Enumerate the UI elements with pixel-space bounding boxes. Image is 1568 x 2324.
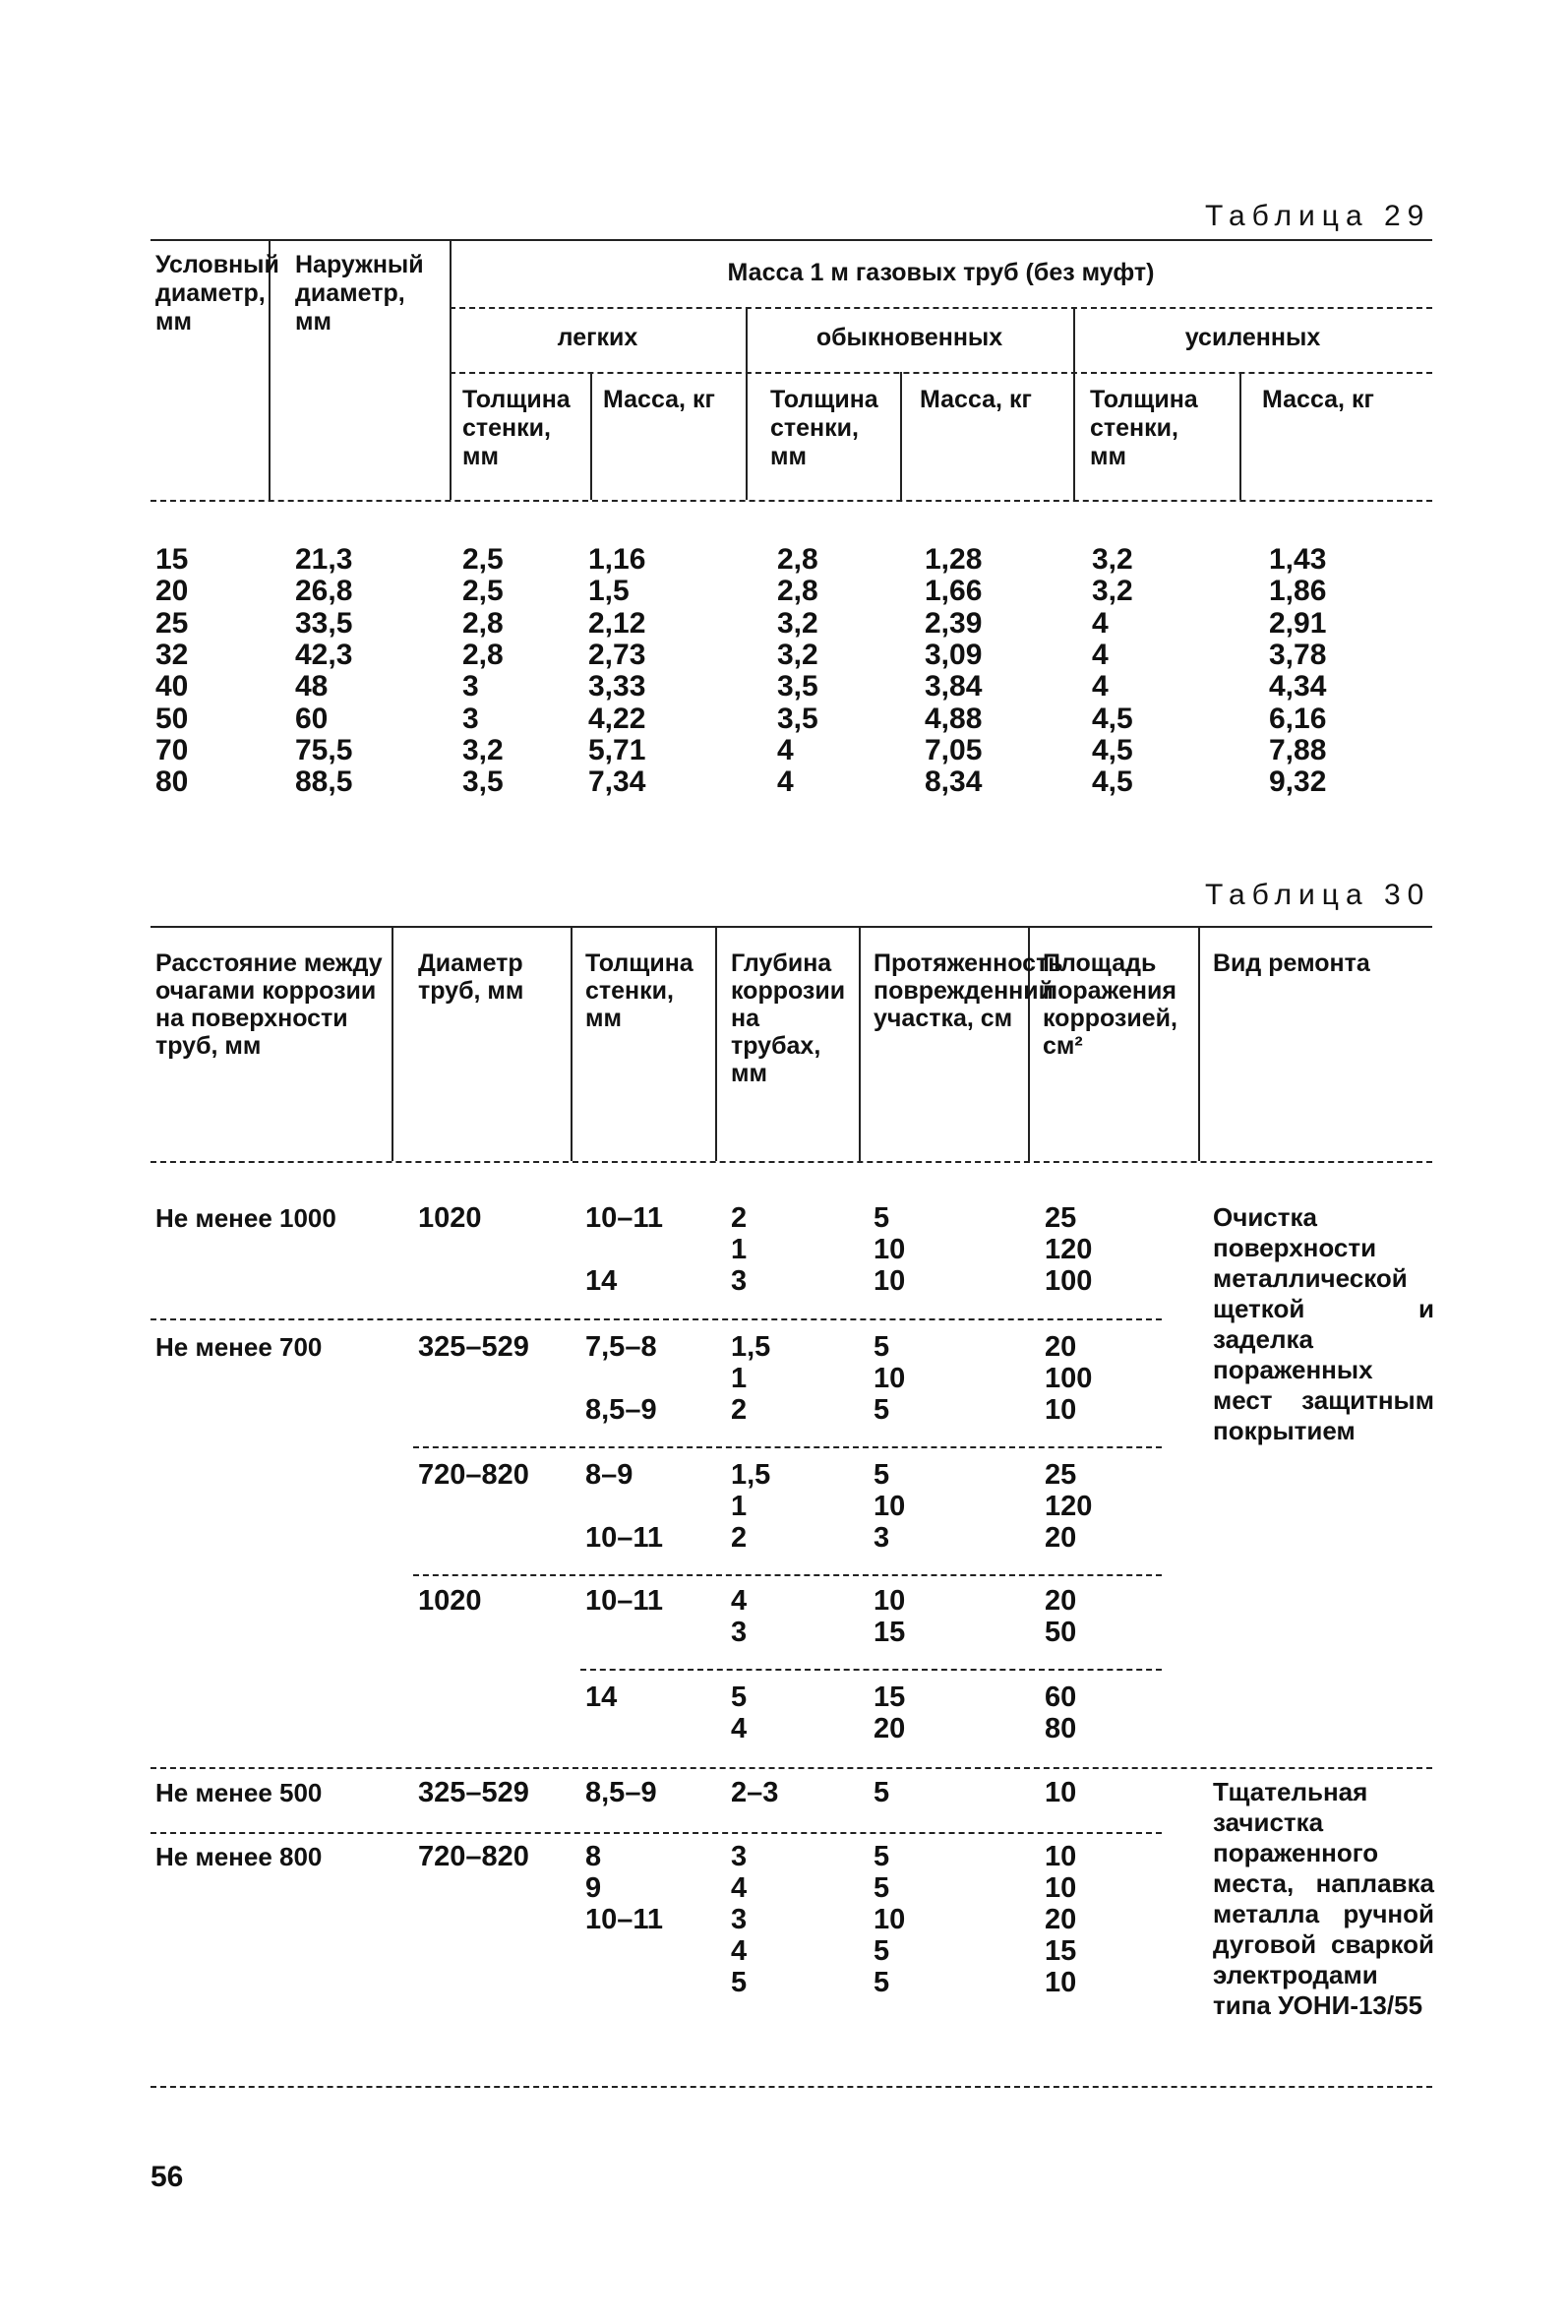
table30-row-rule-6 bbox=[151, 1832, 1162, 1834]
table29-cell-mass-ordinary: 7,05 bbox=[925, 733, 983, 766]
table30-cell-area: 60 80 bbox=[1045, 1682, 1077, 1744]
table30-cell-depth: 3 4 3 4 5 bbox=[731, 1841, 748, 1998]
table29-header-mass-reinforced: Масса, кг bbox=[1262, 386, 1374, 413]
table29-cell-conditional-diameter: 20 bbox=[155, 575, 189, 608]
table29-cell-conditional-diameter: 32 bbox=[155, 638, 189, 671]
table30-cell-area: 20 50 bbox=[1045, 1585, 1077, 1648]
table29-cell-thickness-reinforced: 4 bbox=[1092, 638, 1109, 671]
table30-cell-depth: 1,5 1 2 bbox=[731, 1331, 771, 1426]
table30-repair-cleaning: Очистка поверхности металлической щеткой и заделка пораженных мест защитным покрытием bbox=[1213, 1202, 1434, 1445]
table30-cell-distance: Не менее 700 bbox=[155, 1332, 323, 1362]
table30-cell-area: 20 100 10 bbox=[1045, 1331, 1093, 1426]
table29-cell-thickness-light: 3,2 bbox=[462, 733, 504, 766]
table29-header-mass-ordinary: Масса, кг bbox=[920, 386, 1032, 413]
table29-cell-mass-reinforced: 3,78 bbox=[1269, 638, 1327, 671]
table30-cell-area: 10 10 20 15 10 bbox=[1045, 1841, 1077, 1998]
table29-vline-7 bbox=[1239, 372, 1241, 500]
table29-header-outer-diameter: Наружный диаметр, мм bbox=[295, 251, 424, 336]
table29-cell-mass-ordinary: 3,09 bbox=[925, 638, 983, 671]
table29-cell-thickness-ordinary: 3,2 bbox=[777, 606, 818, 640]
table29-cell-outer-diameter: 60 bbox=[295, 702, 329, 735]
table29-subgroup-rule bbox=[450, 372, 1432, 374]
table30-cell-diameter: 1020 bbox=[418, 1202, 482, 1234]
table29-cell-outer-diameter: 75,5 bbox=[295, 733, 353, 766]
table29-cell-mass-light: 2,12 bbox=[588, 606, 646, 640]
table29-vline-5 bbox=[900, 372, 902, 500]
table29-cell-conditional-diameter: 50 bbox=[155, 702, 189, 735]
table29-cell-thickness-light: 3,5 bbox=[462, 765, 504, 799]
table29-cell-mass-reinforced: 6,16 bbox=[1269, 702, 1327, 735]
table30-row-rule-2 bbox=[413, 1446, 1162, 1448]
table30-cell-thickness: 14 bbox=[585, 1682, 618, 1713]
table30-caption: Таблица 30 bbox=[1205, 879, 1431, 911]
table29-cell-mass-light: 3,33 bbox=[588, 670, 646, 703]
table29-header-mass-group: Масса 1 м газовых труб (без муфт) bbox=[727, 259, 1155, 286]
table30-cell-length: 5 5 10 5 5 bbox=[874, 1841, 906, 1998]
table30-bottom-rule bbox=[151, 2086, 1432, 2088]
table29-cell-mass-light: 4,22 bbox=[588, 702, 646, 735]
table29-cell-thickness-ordinary: 3,5 bbox=[777, 702, 818, 735]
table29-cell-thickness-light: 3 bbox=[462, 670, 479, 703]
table29-cell-outer-diameter: 42,3 bbox=[295, 638, 353, 671]
table29-cell-outer-diameter: 21,3 bbox=[295, 543, 353, 576]
table30-cell-thickness: 8 9 10–11 bbox=[585, 1841, 664, 1935]
table29-caption: Таблица 29 bbox=[1205, 200, 1431, 232]
table30-cell-depth: 2–3 bbox=[731, 1777, 779, 1808]
table30-row-rule-4 bbox=[580, 1669, 1162, 1671]
table29-header-mass-light: Масса, кг bbox=[603, 386, 715, 413]
table29-cell-thickness-reinforced: 4 bbox=[1092, 670, 1109, 703]
table30-cell-thickness: 10–11 14 bbox=[585, 1202, 664, 1297]
table29-cell-mass-ordinary: 3,84 bbox=[925, 670, 983, 703]
table30-cell-diameter: 720–820 bbox=[418, 1841, 529, 1872]
table30-cell-area: 25 120 20 bbox=[1045, 1459, 1093, 1554]
table30-vline-2 bbox=[571, 926, 573, 1161]
table30-cell-diameter: 720–820 bbox=[418, 1459, 529, 1491]
table29-cell-thickness-light: 2,5 bbox=[462, 543, 504, 576]
table30-cell-area: 25 120 100 bbox=[1045, 1202, 1093, 1297]
table29-cell-mass-light: 7,34 bbox=[588, 765, 646, 799]
table29-header-thickness-light: Толщина стенки, мм bbox=[462, 386, 571, 470]
table29-cell-mass-reinforced: 2,91 bbox=[1269, 606, 1327, 640]
table29-cell-thickness-ordinary: 3,2 bbox=[777, 638, 818, 671]
table29-cell-thickness-reinforced: 4,5 bbox=[1092, 765, 1133, 799]
table30-row-rule-5 bbox=[151, 1767, 1432, 1769]
table30-cell-distance: Не менее 1000 bbox=[155, 1203, 336, 1233]
table29-header-reinforced: усиленных bbox=[1184, 324, 1321, 351]
table30-cell-diameter: 1020 bbox=[418, 1585, 482, 1617]
table29-cell-thickness-ordinary: 4 bbox=[777, 733, 794, 766]
table29-cell-mass-light: 1,16 bbox=[588, 543, 646, 576]
table29-vline-3 bbox=[590, 372, 592, 500]
table30-cell-depth: 4 3 bbox=[731, 1585, 748, 1648]
table29-cell-mass-ordinary: 1,28 bbox=[925, 543, 983, 576]
table30-header-length: Протяженность поврежденний участка, см bbox=[874, 949, 1063, 1032]
table29-cell-mass-ordinary: 4,88 bbox=[925, 702, 983, 735]
table30-vline-3 bbox=[715, 926, 717, 1161]
table29-cell-outer-diameter: 88,5 bbox=[295, 765, 353, 799]
table29-cell-thickness-reinforced: 4 bbox=[1092, 606, 1109, 640]
table30-header-diameter: Диаметр труб, мм bbox=[418, 949, 524, 1005]
table29-cell-conditional-diameter: 40 bbox=[155, 670, 189, 703]
table30-header-depth: Глубина коррозии на трубах, мм bbox=[731, 949, 846, 1087]
table29-cell-mass-light: 2,73 bbox=[588, 638, 646, 671]
table30-cell-area: 10 bbox=[1045, 1777, 1077, 1808]
table29-cell-thickness-light: 2,5 bbox=[462, 575, 504, 608]
table29-cell-outer-diameter: 26,8 bbox=[295, 575, 353, 608]
table29-top-rule bbox=[151, 239, 1432, 241]
table30-vline-1 bbox=[392, 926, 393, 1161]
table30-cell-length: 5 bbox=[874, 1777, 890, 1808]
table30-cell-depth: 2 1 3 bbox=[731, 1202, 748, 1297]
table30-cell-length: 5 10 3 bbox=[874, 1459, 906, 1554]
table30-header-repair: Вид ремонта bbox=[1213, 949, 1370, 977]
page-number: 56 bbox=[151, 2161, 184, 2193]
table30-cell-distance: Не менее 800 bbox=[155, 1842, 323, 1871]
table29-group-rule bbox=[450, 307, 1432, 309]
table29-cell-conditional-diameter: 25 bbox=[155, 606, 189, 640]
table29-cell-mass-light: 5,71 bbox=[588, 733, 646, 766]
table30-vline-6 bbox=[1198, 926, 1200, 1161]
table29-cell-thickness-light: 3 bbox=[462, 702, 479, 735]
table30-row-rule-1 bbox=[151, 1318, 1162, 1320]
table29-header-thickness-ordinary: Толщина стенки, мм bbox=[770, 386, 878, 470]
table29-cell-thickness-reinforced: 3,2 bbox=[1092, 543, 1133, 576]
table29-cell-conditional-diameter: 70 bbox=[155, 733, 189, 766]
table30-row-rule-3 bbox=[413, 1574, 1162, 1576]
table29-cell-thickness-ordinary: 3,5 bbox=[777, 670, 818, 703]
table30-cell-length: 5 10 10 bbox=[874, 1202, 906, 1297]
table29-cell-thickness-ordinary: 2,8 bbox=[777, 543, 818, 576]
table29-cell-thickness-light: 2,8 bbox=[462, 638, 504, 671]
table30-header-thickness: Толщина стенки, мм bbox=[585, 949, 694, 1032]
table29-cell-mass-reinforced: 4,34 bbox=[1269, 670, 1327, 703]
table29-header-light: легких bbox=[557, 324, 638, 351]
table29-cell-mass-ordinary: 8,34 bbox=[925, 765, 983, 799]
table29-cell-thickness-reinforced: 4,5 bbox=[1092, 702, 1133, 735]
table30-cell-thickness: 10–11 bbox=[585, 1585, 664, 1617]
table29-cell-thickness-reinforced: 3,2 bbox=[1092, 575, 1133, 608]
table30-cell-depth: 5 4 bbox=[731, 1682, 748, 1744]
table29-cell-thickness-light: 2,8 bbox=[462, 606, 504, 640]
table30-top-rule bbox=[151, 926, 1432, 928]
table30-cell-diameter: 325–529 bbox=[418, 1777, 529, 1808]
table29-cell-mass-light: 1,5 bbox=[588, 575, 630, 608]
table30-vline-4 bbox=[859, 926, 861, 1161]
table30-cell-length: 5 10 5 bbox=[874, 1331, 906, 1426]
table30-header-area: Площадь поражения коррозией, см² bbox=[1043, 949, 1177, 1060]
table30-cell-depth: 1,5 1 2 bbox=[731, 1459, 771, 1554]
table29-cell-mass-ordinary: 2,39 bbox=[925, 606, 983, 640]
table29-header-thickness-reinforced: Толщина стенки, мм bbox=[1090, 386, 1198, 470]
table29-cell-mass-reinforced: 9,32 bbox=[1269, 765, 1327, 799]
table29-cell-thickness-ordinary: 2,8 bbox=[777, 575, 818, 608]
table29-cell-thickness-ordinary: 4 bbox=[777, 765, 794, 799]
table29-cell-conditional-diameter: 15 bbox=[155, 543, 189, 576]
table30-cell-distance: Не менее 500 bbox=[155, 1778, 323, 1807]
table29-cell-mass-reinforced: 1,86 bbox=[1269, 575, 1327, 608]
table29-cell-mass-reinforced: 1,43 bbox=[1269, 543, 1327, 576]
table30-cell-thickness: 7,5–8 8,5–9 bbox=[585, 1331, 657, 1426]
table29-cell-outer-diameter: 33,5 bbox=[295, 606, 353, 640]
table29-header-ordinary: обыкновенных bbox=[815, 324, 1003, 351]
table30-repair-welding: Тщательная зачистка пораженного места, наплавка металла ручной дуговой сваркой электродами типа УОНИ-13/55 bbox=[1213, 1777, 1434, 2020]
table29-cell-conditional-diameter: 80 bbox=[155, 765, 189, 799]
table30-cell-diameter: 325–529 bbox=[418, 1331, 529, 1363]
table29-cell-thickness-reinforced: 4,5 bbox=[1092, 733, 1133, 766]
table29-header-bottom-rule bbox=[151, 500, 1432, 502]
table30-cell-length: 15 20 bbox=[874, 1682, 906, 1744]
table29-cell-mass-ordinary: 1,66 bbox=[925, 575, 983, 608]
table30-header-distance: Расстояние между очагами коррозии на поверхности труб, мм bbox=[155, 949, 383, 1060]
table30-header-bottom-rule bbox=[151, 1161, 1432, 1163]
table29-cell-outer-diameter: 48 bbox=[295, 670, 329, 703]
table30-cell-thickness: 8,5–9 bbox=[585, 1777, 657, 1808]
table29-header-conditional-diameter: Условный диаметр, мм bbox=[155, 251, 279, 336]
table30-cell-length: 10 15 bbox=[874, 1585, 906, 1648]
table30-cell-thickness: 8–9 10–11 bbox=[585, 1459, 664, 1554]
table29-cell-mass-reinforced: 7,88 bbox=[1269, 733, 1327, 766]
